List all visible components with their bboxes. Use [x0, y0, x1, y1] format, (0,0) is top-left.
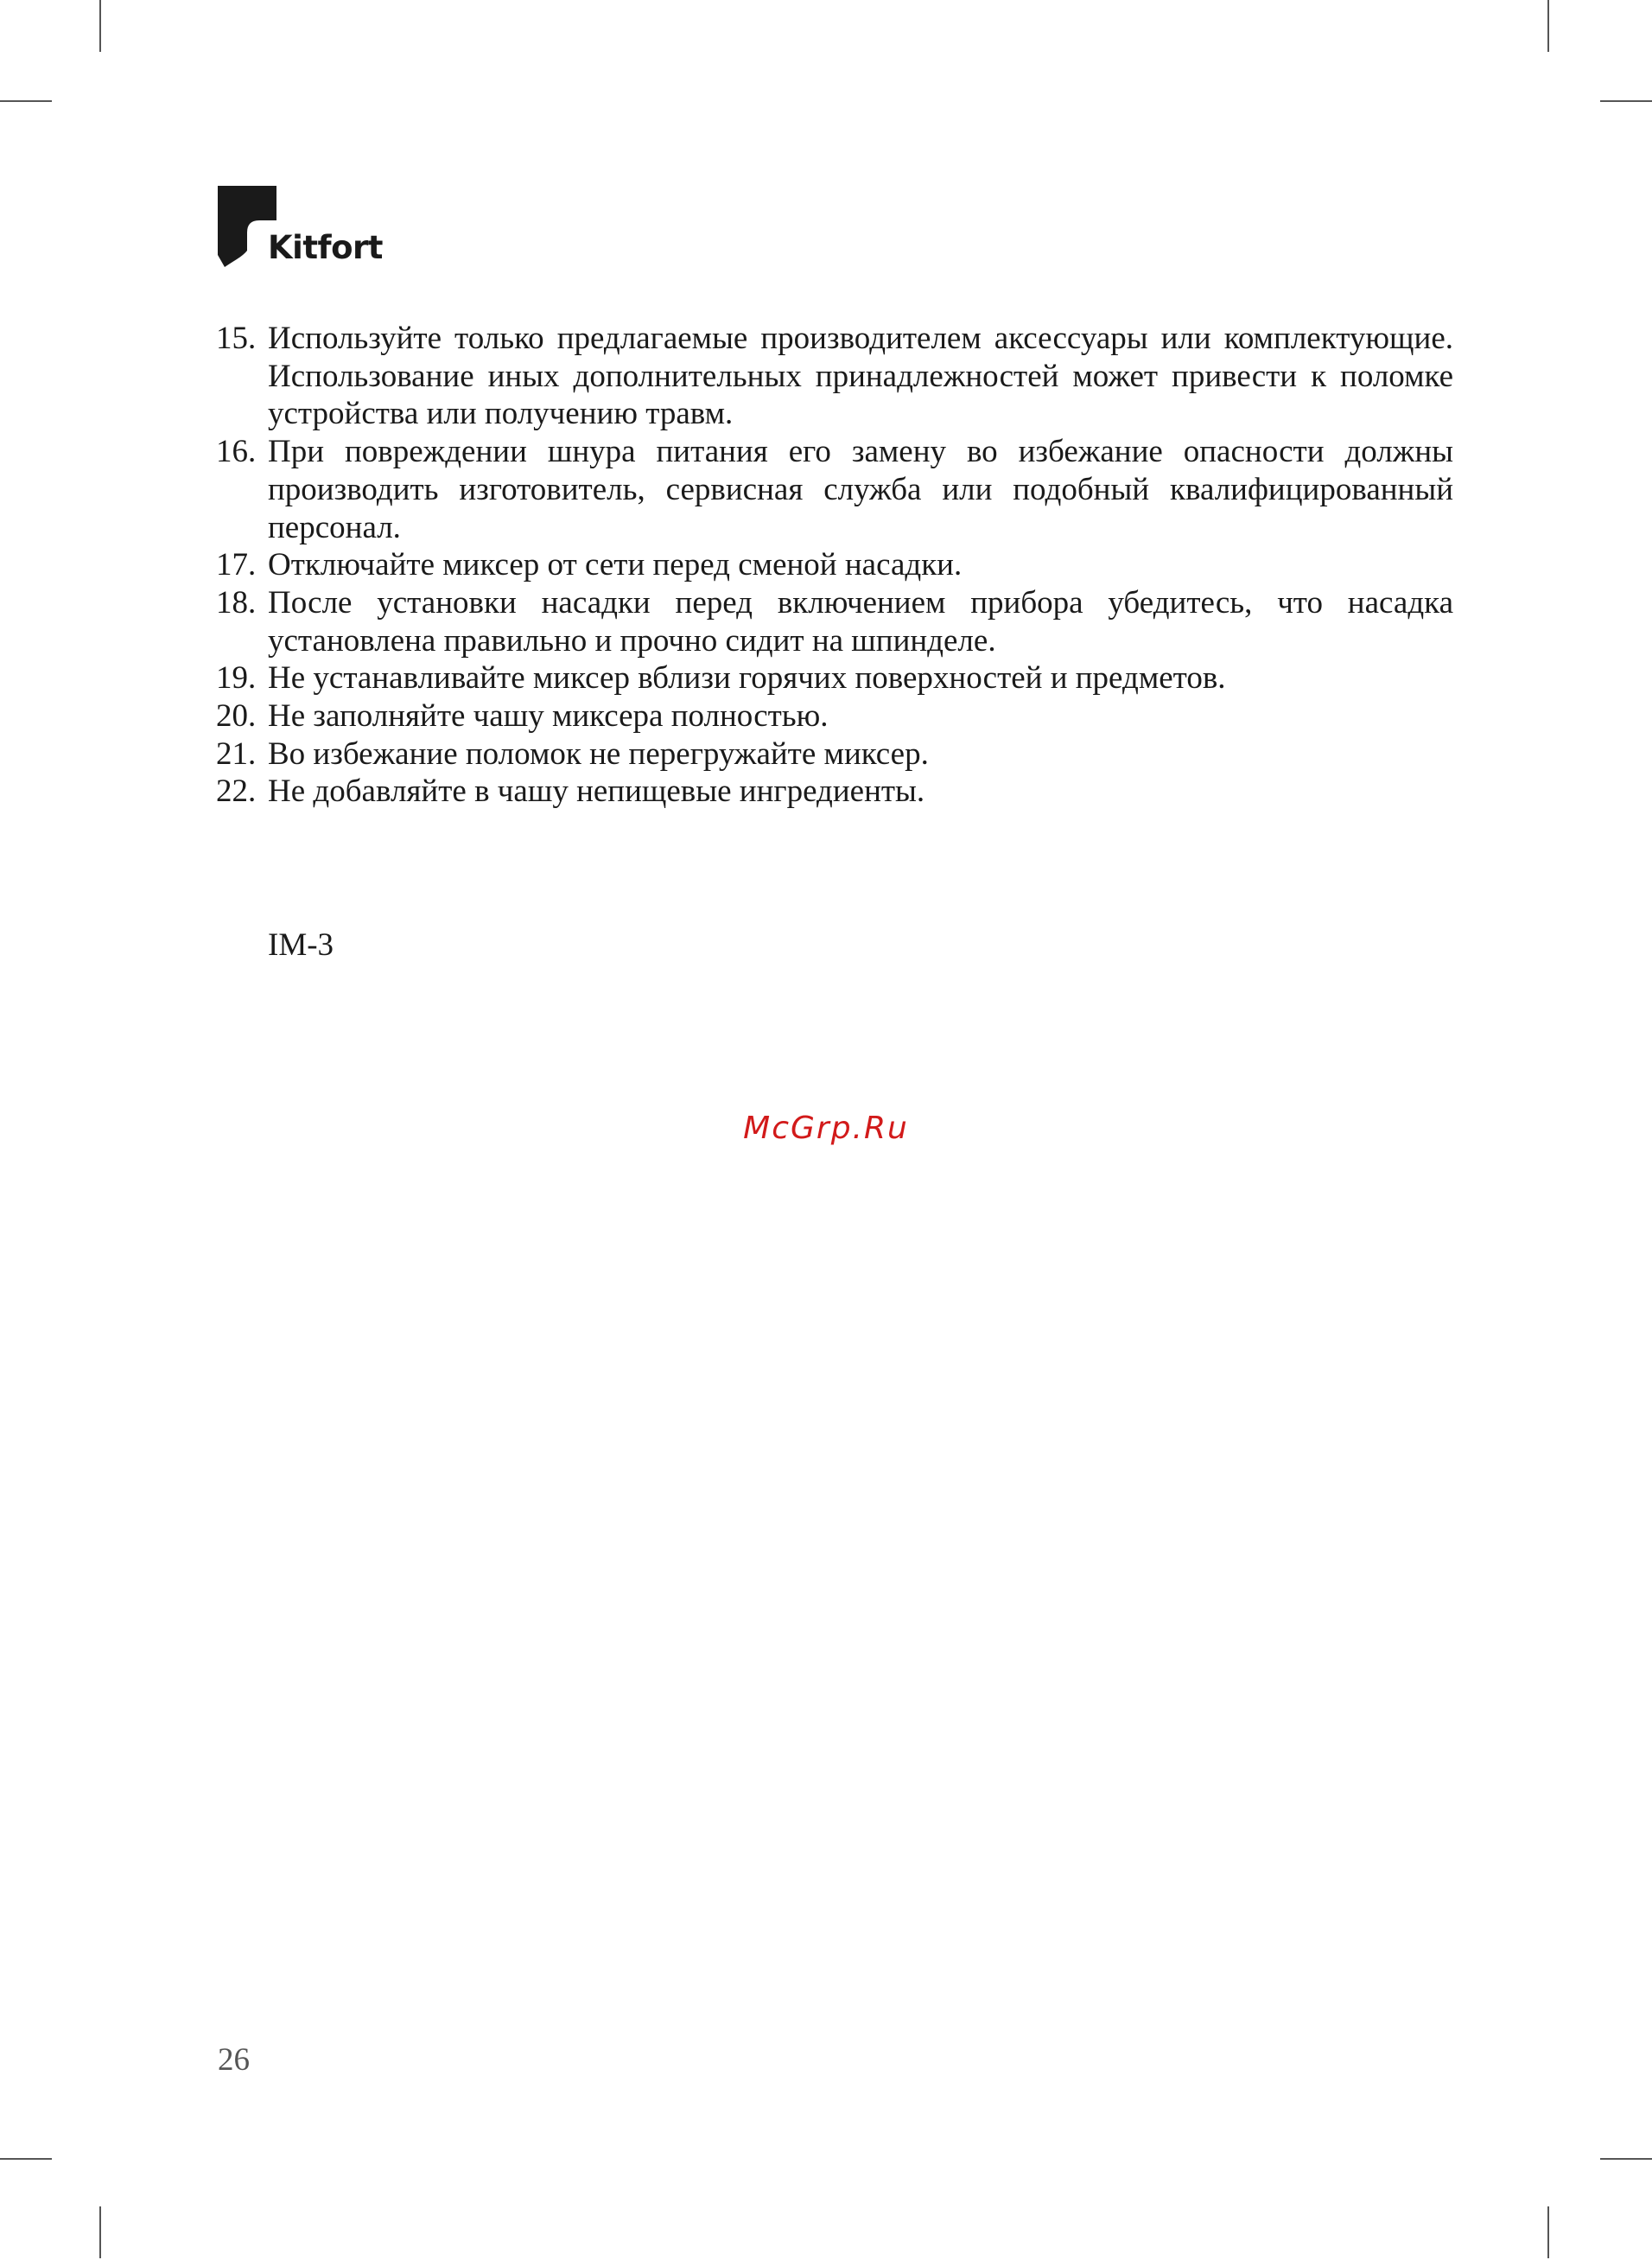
list-item-text: Используйте только предлагаемые производителем аксессуары или комплектующие. Использование иных дополнительных принадлежностей может привести к поломке устройства или получению травм. [268, 321, 1453, 432]
list-item [216, 659, 1453, 697]
list-item-number: 18. [216, 584, 257, 621]
crop-mark-bottom-right-vertical [1547, 2206, 1549, 2258]
list-item [216, 320, 1453, 433]
list-item-number: 21. [216, 735, 257, 772]
crop-mark-top-left-vertical [99, 0, 101, 52]
safety-instructions-list [216, 320, 1453, 811]
crop-mark-top-right-vertical [1547, 0, 1549, 52]
crop-mark-top-right-horizontal [1600, 100, 1652, 102]
kitfort-logo [218, 186, 391, 272]
list-item-number: 20. [216, 698, 257, 735]
list-item [216, 773, 1453, 811]
list-item-text: Не устанавливайте миксер вблизи горячих поверхностей и предметов. [268, 660, 1226, 697]
list-item-number: 16. [216, 434, 257, 470]
kitfort-logo-text: Kitfort [268, 229, 383, 266]
list-item [216, 433, 1453, 546]
list-item-number: 17. [216, 547, 257, 583]
crop-mark-bottom-left-horizontal [0, 2158, 52, 2160]
list-item-text: Отключайте миксер от сети перед сменой насадки. [268, 547, 963, 583]
list-item-number: 19. [216, 660, 257, 697]
model-code: IM-3 [268, 927, 334, 963]
crop-mark-bottom-left-vertical [99, 2206, 101, 2258]
list-item [216, 697, 1453, 735]
list-item [216, 735, 1453, 773]
list-item-text: После установки насадки перед включением прибора убедитесь, что насадка установлена правильно и прочно сидит на шпинделе. [268, 584, 1453, 659]
list-item [216, 546, 1453, 584]
list-item-text: Не добавляйте в чашу непищевые ингредиенты. [268, 773, 925, 810]
watermark-link[interactable]: McGrp.Ru [743, 1111, 909, 1146]
list-item [216, 584, 1453, 659]
list-item-text: Не заполняйте чашу миксера полностью. [268, 698, 829, 735]
crop-mark-bottom-right-horizontal [1600, 2158, 1652, 2160]
list-item-number: 22. [216, 773, 257, 810]
list-item-number: 15. [216, 321, 257, 356]
page-number: 26 [218, 2042, 250, 2078]
list-item-text: Во избежание поломок не перегружайте миксер. [268, 735, 929, 772]
list-item-text: При повреждении шнура питания его замену во избежание опасности должны производить изготовитель, сервисная служба или подобный квалифицированный персонал. [268, 434, 1453, 545]
crop-mark-top-left-horizontal [0, 100, 52, 102]
